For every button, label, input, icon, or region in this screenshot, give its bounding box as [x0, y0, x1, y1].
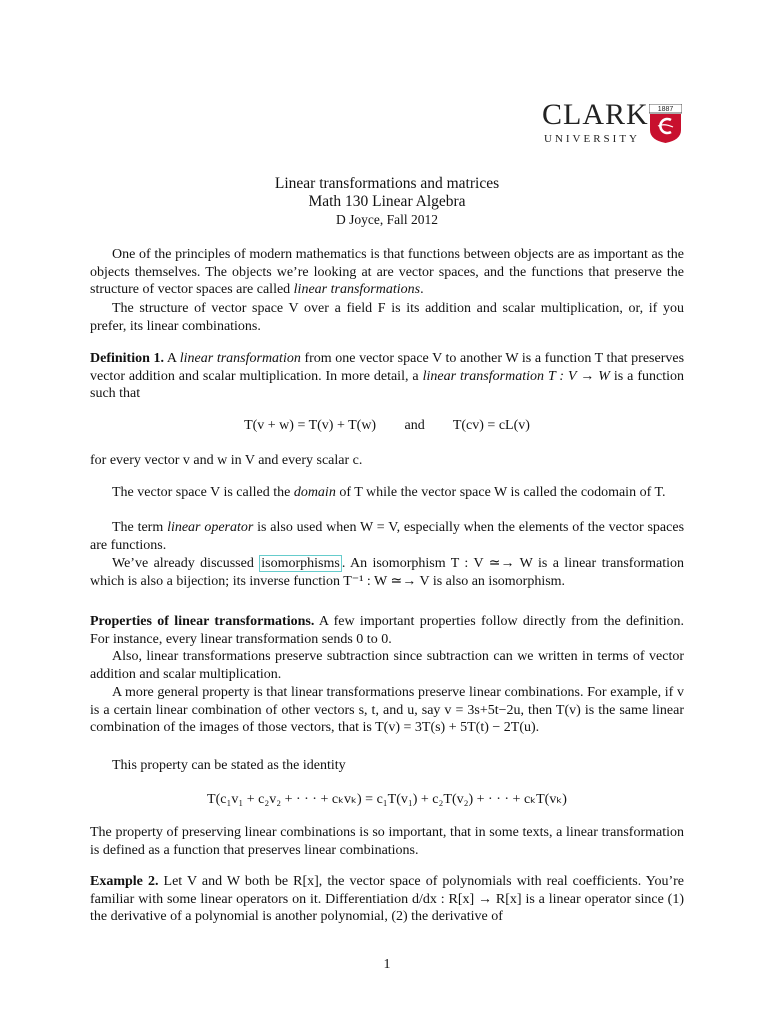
definition-em-a: linear transformation — [179, 351, 301, 366]
equation-and: and — [404, 418, 425, 433]
page — [90, 0, 684, 1024]
domain-paragraph — [90, 484, 684, 502]
definition-heading: Definition 1. — [90, 351, 164, 366]
definition-text-a: A — [166, 351, 177, 366]
equation-additivity: T(v + w) = T(v) + T(w) — [244, 418, 377, 433]
intro-emphasis: linear transformations — [293, 282, 421, 297]
example-heading: Example 2. — [90, 874, 159, 889]
domain-text-a: The vector space V is called the — [112, 485, 291, 500]
definition-1 — [90, 350, 684, 403]
properties-text-1: A few important properties follow directly from the definition. For instance, every linear transformation sends 0 to 0. — [90, 614, 684, 647]
document-title: Linear transformations and matrices — [274, 175, 500, 192]
properties-paragraph-1 — [90, 613, 684, 648]
definition-after: for every vector v and w in V and every scalar c. — [90, 453, 363, 468]
seal-icon — [649, 104, 682, 144]
properties-paragraph-5: The property of preserving linear combinations is so important, that in some texts, a linear transformation is defined as a function that preserves linear combinations. — [90, 825, 684, 858]
intro-paragraph-1: One of the principles of modern mathematics is that functions between objects are as important as the objects themselves. The objects we’re looking at are vector spaces, and the functions that preserve the structure of vector spaces are called linear transformations. — [90, 247, 684, 297]
author-line: D Joyce, Fall 2012 — [336, 212, 438, 227]
linear-combination-identity: T(c₁v₁ + c₂v₂ + · · · + cₖvₖ) = c₁T(v₁) + c₂T(v₂) + · · · + cₖT(vₖ) — [207, 792, 567, 807]
definition-em-b: linear transformation T : V → W — [422, 368, 610, 384]
example-2 — [90, 873, 684, 926]
domain-text-b: of T while the vector space W is called the codomain of T. — [339, 485, 666, 500]
equation-homogeneity: T(cv) = cL(v) — [452, 418, 530, 433]
course-name: Math 130 Linear Algebra — [308, 193, 466, 210]
domain-em: domain — [293, 485, 336, 500]
seal-year: 1887 — [657, 106, 674, 113]
page-number: 1 — [383, 957, 391, 972]
intro-paragraph-2: The structure of vector space V over a field F is its addition and scalar multiplication, or, if you prefer, its linear combinations. — [90, 301, 684, 334]
operator-text-a: The term — [112, 520, 164, 535]
definition-text-c: is a function such that — [90, 368, 684, 401]
example-text: Let V and W both be R[x], the vector space of polynomials with real coefficients. You’re familiar with some linear operators on it. Differentiation d/dx : R[x] → R[x] is a linear operator since (1) the derivative of a polynomial is another polynomial, (2) the derivative of — [90, 874, 685, 924]
definition-equation — [90, 418, 684, 434]
intro-text: One of the principles of modern mathematics is that functions between objects are as important as the objects themselves. The objects we’re looking at are vector spaces, and the functions that preserve the structure of vector spaces are called — [90, 247, 684, 297]
properties-heading: Properties of linear transformations. — [90, 614, 315, 629]
iso-text-a: We’ve already discussed — [112, 556, 254, 571]
operator-paragraph — [90, 519, 684, 554]
clark-university-logo — [542, 100, 684, 150]
isomorphisms-link[interactable]: isomorphisms — [261, 556, 340, 571]
isomorphism-paragraph — [90, 555, 684, 590]
properties-paragraph-3: A more general property is that linear transformations preserve linear combinations. For example, if v is a certain linear combination of other vectors s, t, and u, say v = 3s+5t−2u, then T(v) is the same linear combination of the images of those vectors, that is T(v) = 3T(s) + 5T(t) − 2T(u). — [90, 685, 684, 735]
title-block — [90, 175, 684, 229]
operator-text-b: is also used when W = V, especially when the elements of the vector spaces are functions. — [90, 520, 685, 553]
logo-subtitle: UNIVERSITY — [544, 133, 640, 145]
properties-paragraph-4: This property can be stated as the identity — [112, 758, 346, 773]
logo-wordmark: CLARK — [542, 98, 649, 131]
properties-paragraph-2: Also, linear transformations preserve subtraction since subtraction can we written in terms of vector addition and scalar multiplication. — [90, 649, 684, 682]
iso-text-b: . An isomorphism T : V ≃→ W is a linear transformation which is also a bijection; its inverse function T⁻¹ : W ≃→ V is also an isomorphism. — [90, 556, 684, 589]
definition-text-b: from one vector space V to another W is a function T that preserves vector addition and scalar multiplication. In more detail, a — [90, 351, 685, 384]
operator-em: linear operator — [167, 520, 254, 535]
